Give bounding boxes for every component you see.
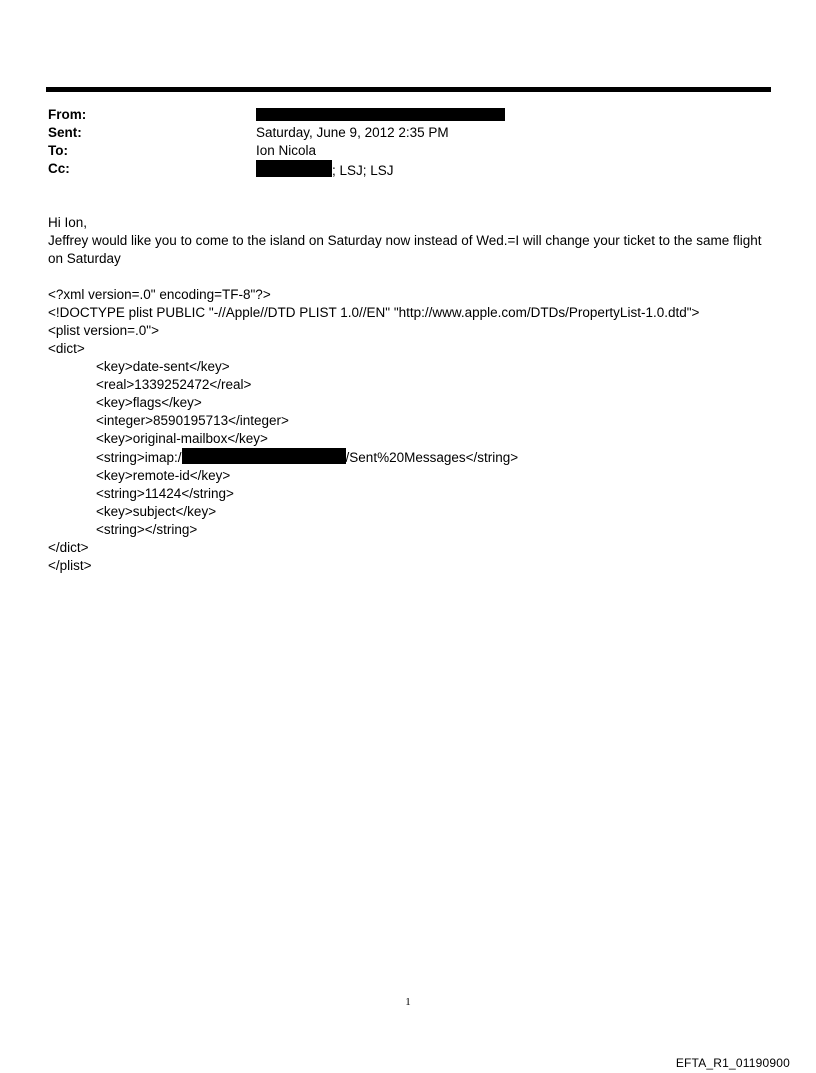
dict-line: <key>original-mailbox</key> [96,431,268,446]
imap-suffix: /Sent%20Messages</string> [345,450,519,465]
doctype-line: <!DOCTYPE plist PUBLIC "-//Apple//DTD PLIST 1.0//EN" "http://www.apple.com/DTDs/PropertyList-1.0.dtd"> [48,305,700,320]
dict-line: <string></string> [96,522,198,537]
dict-line: <integer>8590195713</integer> [96,413,289,428]
to-label: To: [48,143,68,158]
cc-suffix: ; LSJ; LSJ [332,163,394,178]
redaction-block [256,108,505,121]
dict-line: <key>remote-id</key> [96,468,231,483]
dict-line: <key>flags</key> [96,395,202,410]
imap-line [48,448,778,467]
header-rule [46,87,771,92]
sent-label: Sent: [48,125,82,140]
plist-close: </plist> [48,558,92,573]
dict-open: <dict> [48,341,85,356]
cc-label: Cc: [48,161,70,176]
page-number: 1 [405,996,411,1008]
xml-declaration: <?xml version=.0" encoding=TF-8"?> [48,287,271,302]
dict-line: <key>date-sent</key> [96,359,230,374]
dict-line: <real>1339252472</real> [96,377,252,392]
blank-line [48,268,778,286]
sent-value: Saturday, June 9, 2012 2:35 PM [256,125,449,140]
to-value: Ion Nicola [256,143,317,158]
document-id: EFTA_R1_01190900 [675,1056,790,1070]
from-value [256,106,505,124]
greeting: Hi Ion, [48,215,88,230]
dict-close: </dict> [48,540,89,555]
dict-line: <string>11424</string> [96,486,234,501]
from-label: From: [48,107,87,122]
email-body [48,214,778,575]
redaction-block [182,448,346,464]
imap-prefix: <string>imap:/ [96,450,182,465]
plist-open: <plist version=.0"> [48,323,159,338]
cc-value [256,160,394,180]
message-text: Jeffrey would like you to come to the island on Saturday now instead of Wed.=I will change your ticket to the same flight on Saturday [48,233,762,266]
redaction-block [256,160,332,177]
dict-line: <key>subject</key> [96,504,217,519]
